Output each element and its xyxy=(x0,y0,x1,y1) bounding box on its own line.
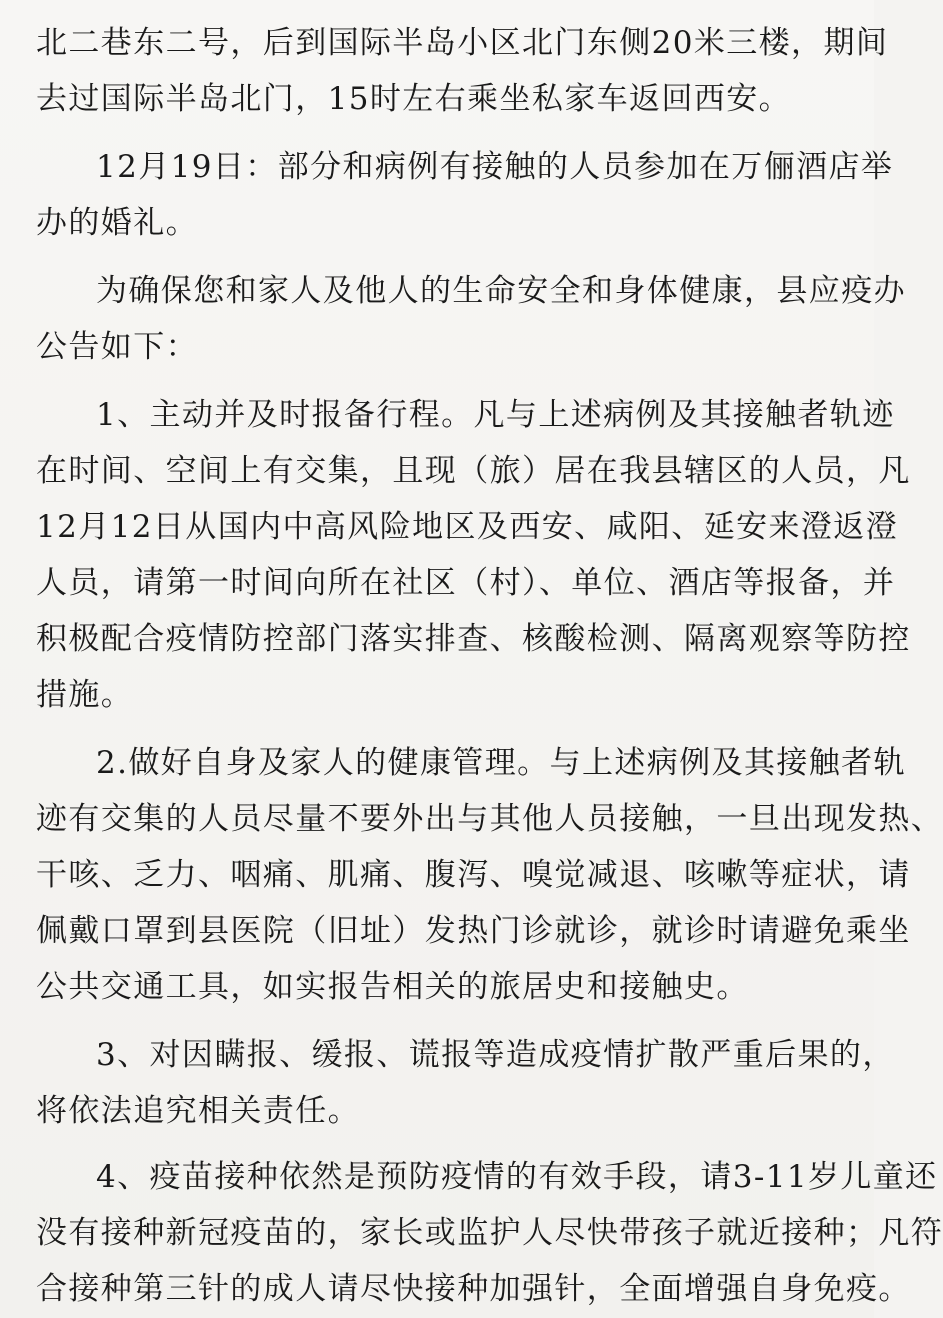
text-line: 将依法追究相关责任。 xyxy=(36,1093,360,1129)
text-line: 12月19日：部分和病例有接触的人员参加在万俪酒店举 xyxy=(96,149,894,185)
text-line: 去过国际半岛北门，15时左右乘坐私家车返回西安。 xyxy=(36,81,792,117)
text-line: 公告如下： xyxy=(36,329,198,365)
text-line: 人员，请第一时间向所在社区（村）、单位、酒店等报备，并 xyxy=(36,565,896,601)
text-line: 办的婚礼。 xyxy=(36,205,198,241)
text-line: 迹有交集的人员尽量不要外出与其他人员接触，一旦出现发热、 xyxy=(36,801,943,837)
text-line: 积极配合疫情防控部门落实排查、核酸检测、隔离观察等防控 xyxy=(36,621,911,657)
text-line: 干咳、乏力、咽痛、肌痛、腹泻、嗅觉减退、咳嗽等症状，请 xyxy=(36,857,911,893)
text-line: 在时间、空间上有交集，且现（旅）居在我县辖区的人员，凡 xyxy=(36,453,911,489)
text-line: 1、主动并及时报备行程。凡与上述病例及其接触者轨迹 xyxy=(96,397,895,433)
text-line: 合接种第三针的成人请尽快接种加强针，全面增强自身免疫。 xyxy=(36,1271,911,1307)
text-line: 公共交通工具，如实报告相关的旅居史和接触史。 xyxy=(36,969,749,1005)
text-line: 措施。 xyxy=(36,677,134,713)
text-line: 4、疫苗接种依然是预防疫情的有效手段，请3-11岁儿童还 xyxy=(96,1159,938,1195)
text-line: 12月12日从国内中高风险地区及西安、咸阳、延安来澄返澄 xyxy=(36,509,899,545)
text-line: 3、对因瞒报、缓报、谎报等造成疫情扩散严重后果的， xyxy=(96,1037,895,1073)
text-line: 2.做好自身及家人的健康管理。与上述病例及其接触者轨 xyxy=(96,745,906,781)
text-line: 北二巷东二号，后到国际半岛小区北门东侧20米三楼，期间 xyxy=(36,25,889,61)
text-line: 为确保您和家人及他人的生命安全和身体健康，县应疫办 xyxy=(96,273,906,309)
text-line: 没有接种新冠疫苗的，家长或监护人尽快带孩子就近接种；凡符 xyxy=(36,1215,943,1251)
text-line: 佩戴口罩到县医院（旧址）发热门诊就诊，就诊时请避免乘坐 xyxy=(36,913,911,949)
